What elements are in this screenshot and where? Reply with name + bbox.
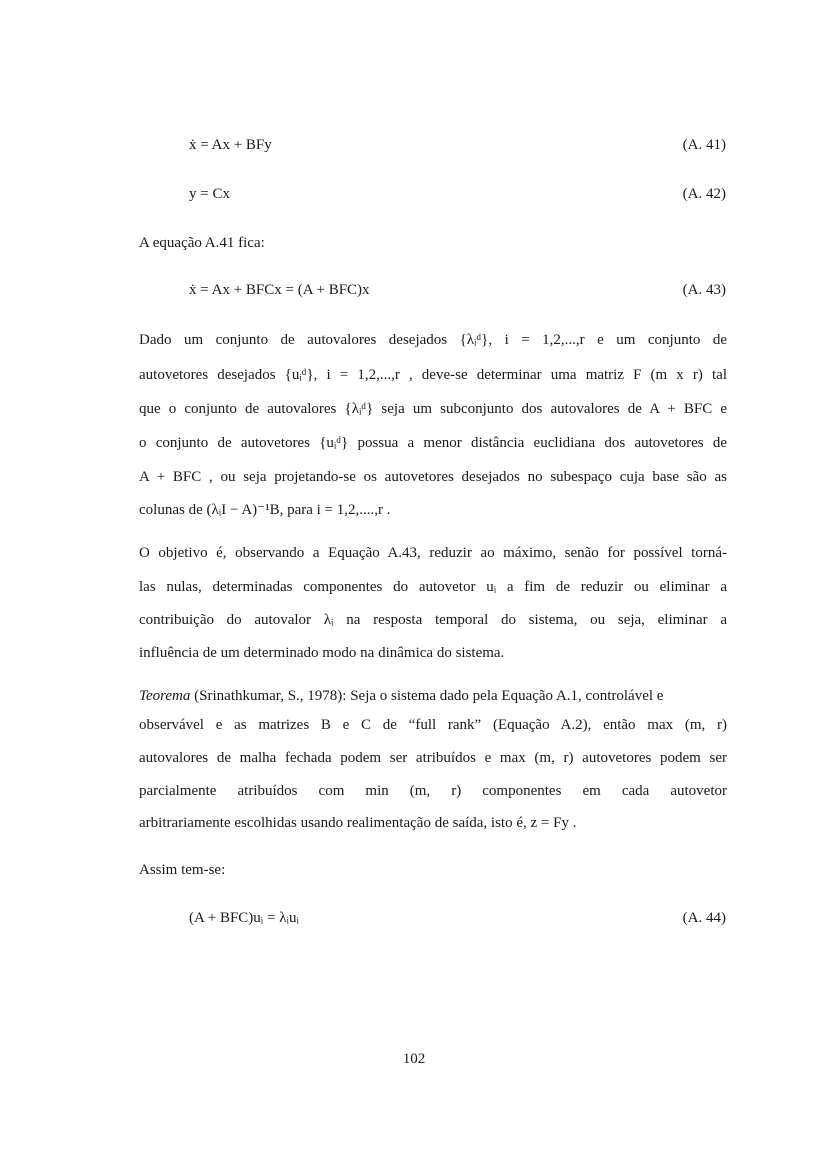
paragraph-1-line-6: colunas de (λᵢI − A)⁻¹B, para i = 1,2,....,r . xyxy=(139,502,391,518)
equation-number-a43: (A. 43) xyxy=(682,282,726,298)
paragraph-1-line-4: o conjunto de autovetores {uᵢᵈ} possua a menor distância euclidiana dos autovetores de xyxy=(139,435,727,451)
theorem-line-1-text: (Srinathkumar, S., 1978): Seja o sistema dado pela Equação A.1, controlável e xyxy=(190,688,664,704)
equation-a41: ẋ = Ax + BFy xyxy=(189,137,272,153)
equation-a42: y = Cx xyxy=(189,186,230,202)
assim-text: Assim tem-se: xyxy=(139,862,226,878)
theorem-line-4: parcialmente atribuídos com min (m, r) componentes em cada autovetor xyxy=(139,783,727,799)
equation-number-a44: (A. 44) xyxy=(682,910,726,926)
paragraph-1-line-2: autovetores desejados {uᵢᵈ}, i = 1,2,...,r , deve-se determinar uma matriz F (m x r) tal xyxy=(139,367,727,383)
equation-number-a42: (A. 42) xyxy=(682,186,726,202)
paragraph-1-line-5: A + BFC , ou seja projetando-se os autovetores desejados no subespaço cuja base são as xyxy=(139,469,727,485)
theorem-label: Teorema xyxy=(139,688,191,704)
page-number: 102 xyxy=(402,1051,426,1067)
paragraph-2-line-4: influência de um determinado modo na dinâmica do sistema. xyxy=(139,645,505,661)
paragraph-2-line-1: O objetivo é, observando a Equação A.43, reduzir ao máximo, senão for possível torná- xyxy=(139,545,727,561)
paragraph-2-line-2: las nulas, determinadas componentes do autovetor uᵢ a fim de reduzir ou eliminar a xyxy=(139,579,727,595)
theorem-line-3: autovalores de malha fechada podem ser atribuídos e max (m, r) autovetores podem ser xyxy=(139,750,727,766)
paragraph-2-line-3: contribuição do autovalor λᵢ na resposta temporal do sistema, ou seja, eliminar a xyxy=(139,612,727,628)
equation-a44: (A + BFC)uᵢ = λᵢuᵢ xyxy=(189,910,299,926)
equation-a43: ẋ = Ax + BFCx = (A + BFC)x xyxy=(189,282,370,298)
paragraph-1-line-1: Dado um conjunto de autovalores desejados {λᵢᵈ}, i = 1,2,...,r e um conjunto de xyxy=(139,332,727,348)
equation-number-a41: (A. 41) xyxy=(682,137,726,153)
theorem-line-2: observável e as matrizes B e C de “full rank” (Equação A.2), então max (m, r) xyxy=(139,717,727,733)
intro-a41-text: A equação A.41 fica: xyxy=(139,235,265,251)
paragraph-1-line-3: que o conjunto de autovalores {λᵢᵈ} seja um subconjunto dos autovalores de A + BFC e xyxy=(139,401,727,417)
theorem-line-1 xyxy=(139,688,727,705)
theorem-line-5: arbitrariamente escolhidas usando realimentação de saída, isto é, z = Fy . xyxy=(139,815,577,831)
